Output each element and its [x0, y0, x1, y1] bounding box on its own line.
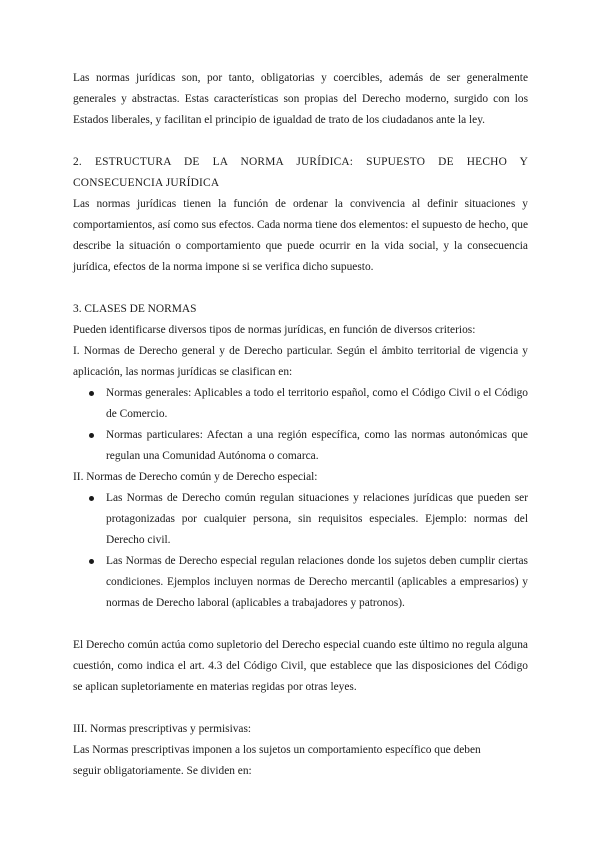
spacer [73, 614, 528, 635]
bullet-icon [89, 559, 94, 564]
list-item-text: Normas generales: Aplicables a todo el territorio español, como el Código Civil o el Código de Comercio. [106, 387, 528, 420]
bullet-icon [89, 433, 94, 438]
document-content [73, 68, 528, 782]
spacer [73, 131, 528, 152]
list-item [73, 425, 528, 467]
section-3-intro: Pueden identificarse diversos tipos de normas jurídicas, en función de diversos criterios: [73, 324, 476, 336]
group-2-list [73, 488, 528, 614]
group-2-title: II. Normas de Derecho común y de Derecho especial: [73, 471, 318, 483]
group-3-title: III. Normas prescriptivas y permisivas: [73, 723, 252, 735]
group-3-body: Las Normas prescriptivas imponen a los sujetos un comportamiento específico que deben seguir obligatoriamente. Se dividen en: [73, 744, 481, 777]
list-item [73, 551, 528, 614]
intro-paragraph: Las normas jurídicas son, por tanto, obligatorias y coercibles, además de ser generalmente generales y abstractas. Estas características son propias del Derecho moderno, surgido con los Estados liberales, y facilitan el principio de igualdad de trato de los ciudadanos ante la ley. [73, 72, 528, 126]
group-1-title: I. Normas de Derecho general y de Derecho particular. Según el ámbito territorial de vigencia y aplicación, las normas jurídicas se clasifican en: [73, 345, 528, 378]
list-item-text: Normas particulares: Afectan a una región específica, como las normas autonómicas que regulan una Comunidad Autónoma o comarca. [106, 429, 528, 462]
list-item [73, 488, 528, 551]
bullet-icon [89, 391, 94, 396]
list-item-text: Las Normas de Derecho especial regulan relaciones donde los sujetos deben cumplir ciertas condiciones. Ejemplos incluyen normas de Derecho mercantil (aplicables a empresarios) y normas de Derecho laboral (aplicables a trabajadores y patronos). [106, 555, 528, 609]
section-3-heading: 3. CLASES DE NORMAS [73, 303, 197, 315]
spacer [73, 278, 528, 299]
section-2-heading: 2. ESTRUCTURA DE LA NORMA JURÍDICA: SUPUESTO DE HECHO Y CONSECUENCIA JURÍDICA [73, 156, 528, 189]
supletorio-paragraph: El Derecho común actúa como supletorio del Derecho especial cuando este último no regula alguna cuestión, como indica el art. 4.3 del Código Civil, que establece que las disposiciones del Código se aplican supletoriamente en materias regidas por otras leyes. [73, 639, 528, 693]
group-1-list [73, 383, 528, 467]
list-item-text: Las Normas de Derecho común regulan situaciones y relaciones jurídicas que pueden ser protagonizadas por cualquier persona, sin requisitos especiales. Ejemplo: normas del Derecho civil. [106, 492, 528, 546]
list-item [73, 383, 528, 425]
spacer [73, 698, 528, 719]
section-2-body: Las normas jurídicas tienen la función de ordenar la convivencia al definir situaciones y comportamientos, así como sus efectos. Cada norma tiene dos elementos: el supuesto de hecho, que describe la situación o comportamiento que puede ocurrir en la vida social, y la consecuencia jurídica, efectos de la norma impone si se verifica dicho supuesto. [73, 198, 528, 273]
bullet-icon [89, 496, 94, 501]
